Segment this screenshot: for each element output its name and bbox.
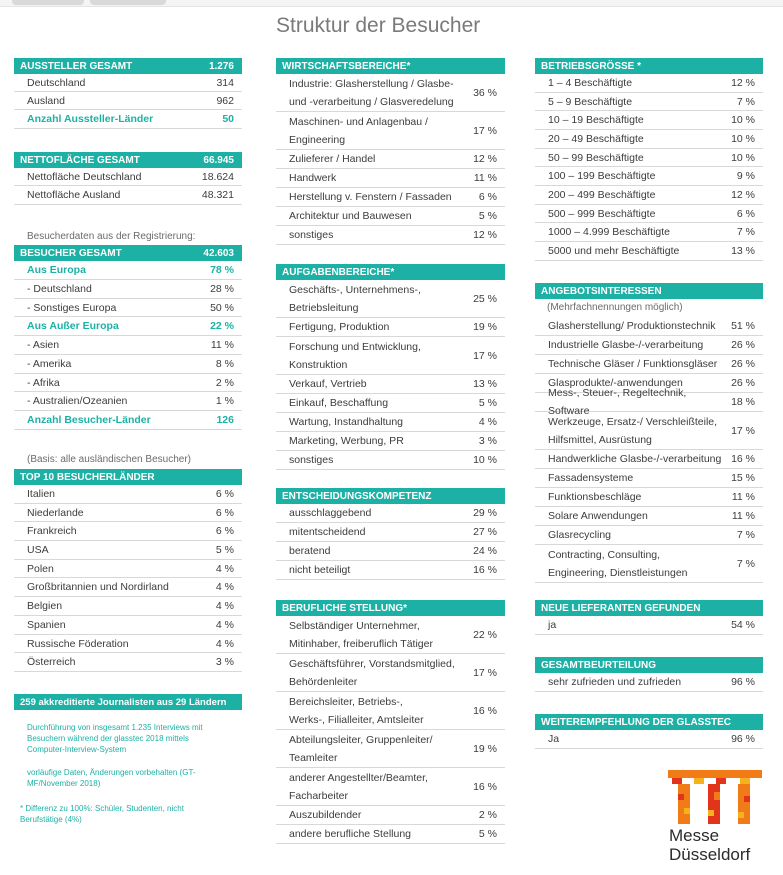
wirtschaft-header: WIRTSCHAFTSBEREICHE* <box>276 58 505 74</box>
table-row <box>276 150 505 169</box>
row-value: 5 % <box>215 544 234 556</box>
row-label: Handwerkliche Glasbe-/-verarbeitung <box>548 453 722 465</box>
row-label: Forschung und Entwicklung, Konstruktion <box>289 340 421 371</box>
row-label: 1000 – 4.999 Beschäftigte <box>548 226 671 238</box>
betrieb-header: BETRIEBSGRÖSSE * <box>535 58 763 74</box>
table-row <box>535 673 763 692</box>
row-label: Industrie: Glasherstellung / Glasbe- und -verarbeitung / Glasveredelung <box>289 77 454 108</box>
row-value: 16 % <box>473 780 497 793</box>
table-row <box>535 469 763 488</box>
angebot-note: (Mehrfachnennungen möglich) <box>547 302 683 313</box>
table-row <box>276 561 505 580</box>
table-row <box>14 411 242 430</box>
table-row <box>14 392 242 411</box>
logo-text <box>669 826 750 864</box>
table-row <box>276 806 505 825</box>
footnote-difference: * Differenz zu 100%: Schüler, Studenten, nicht Berufstätige (4%) <box>20 804 184 824</box>
row-value: 7 % <box>736 95 755 108</box>
table-row <box>14 317 242 336</box>
entscheidung-header: ENTSCHEIDUNGSKOMPETENZ <box>276 488 505 504</box>
row-label: 200 – 499 Beschäftigte <box>548 189 656 201</box>
top10-header: TOP 10 BESUCHERLÄNDER <box>14 469 242 485</box>
row-label: Aus Europa <box>27 264 86 276</box>
besucher-section <box>14 228 242 430</box>
table-row <box>14 522 242 541</box>
row-label: Glasherstellung/ Produktionstechnik <box>548 320 716 332</box>
entscheidung-table <box>276 504 505 580</box>
table-row <box>14 355 242 374</box>
row-value: 10 % <box>473 454 497 466</box>
aufgaben-header: AUFGABENBEREICHE* <box>276 264 505 280</box>
row-value: 3 % <box>478 435 497 447</box>
row-label: Nettofläche Deutschland <box>27 170 142 183</box>
row-label: Belgien <box>27 600 63 612</box>
table-row <box>14 168 242 186</box>
table-row <box>535 526 763 545</box>
table-row <box>535 336 763 355</box>
table-row <box>14 374 242 392</box>
row-value: 12 % <box>731 77 755 89</box>
footnote-preliminary: vorläufige Daten, Änderungen vorbehalten (GT-MF/November 2018) <box>27 768 196 788</box>
row-value: 50 % <box>210 301 234 314</box>
row-value: 18 % <box>731 396 755 408</box>
table-row <box>14 485 242 504</box>
empfehlung-section <box>535 714 763 749</box>
table-row <box>276 654 505 692</box>
row-label: 5 – 9 Beschäftigte <box>548 95 633 108</box>
row-label: Anzahl Besucher-Länder <box>27 414 151 426</box>
table-row <box>276 692 505 730</box>
tab-2[interactable] <box>90 0 166 5</box>
row-value: 7 % <box>736 529 755 541</box>
row-label: 100 – 199 Beschäftigte <box>548 170 656 182</box>
table-row <box>276 523 505 542</box>
lieferanten-header: NEUE LIEFERANTEN GEFUNDEN <box>535 600 763 616</box>
table-row <box>276 394 505 413</box>
row-value: 12 % <box>731 189 755 201</box>
row-value: 22 % <box>473 628 497 641</box>
journalisten-header: 259 akkreditierte Journalisten aus 29 Ländern <box>14 694 242 710</box>
row-label: mitentscheidend <box>289 526 366 538</box>
row-value: 126 <box>216 414 234 426</box>
besucher-header: BESUCHER GESAMT 42.603 <box>14 245 242 261</box>
table-row <box>535 205 763 223</box>
row-label: anderer Angestellter/Beamter, Facharbeiter <box>289 771 428 802</box>
row-label: Marketing, Werbung, PR <box>289 435 404 447</box>
row-label: sonstiges <box>289 454 334 466</box>
angebot-table <box>535 317 763 583</box>
row-label: nicht beteiligt <box>289 564 351 576</box>
angebot-header: ANGEBOTSINTERESSEN <box>535 283 763 299</box>
row-label: ja <box>548 619 557 631</box>
row-value: 314 <box>216 76 234 89</box>
journalisten-section <box>14 694 242 710</box>
row-value: 48.321 <box>201 189 234 201</box>
row-value: 54 % <box>731 619 755 631</box>
row-label: Frankreich <box>27 525 77 537</box>
table-row <box>14 74 242 92</box>
row-label: - Amerika <box>27 358 72 370</box>
row-value: 4 % <box>215 600 234 612</box>
row-label: 50 – 99 Beschäftigte <box>548 151 644 164</box>
row-value: 8 % <box>215 358 234 370</box>
row-value: 11 % <box>473 172 497 184</box>
row-value: 11 % <box>731 491 755 503</box>
table-row <box>276 451 505 470</box>
row-label: Handwerk <box>289 172 337 184</box>
table-row <box>535 488 763 507</box>
row-value: 36 % <box>473 86 497 99</box>
row-value: 96 % <box>731 676 755 688</box>
row-label: Herstellung v. Fenstern / Fassaden <box>289 191 452 203</box>
row-label: Geschäftsführer, Vorstandsmitglied, Behördenleiter <box>289 657 455 688</box>
row-label: Abteilungsleiter, Gruppenleiter/ Teamleiter <box>289 733 433 764</box>
empfehlung-header: WEITEREMPFEHLUNG DER GLASSTEC <box>535 714 763 730</box>
row-label: Niederlande <box>27 506 84 519</box>
row-label: Ausland <box>27 94 65 107</box>
row-value: 10 % <box>731 114 755 126</box>
row-value: 2 % <box>478 809 497 821</box>
table-row <box>276 730 505 768</box>
table-row <box>14 186 242 205</box>
footnote-interviews: Durchführung von insgesamt 1.235 Interviews mit Besuchern während der glasstec 2018 mittels Computer-Interview-System <box>27 723 203 754</box>
row-label: Russische Föderation <box>27 637 129 650</box>
entscheidung-section <box>276 488 505 580</box>
table-row <box>14 504 242 522</box>
row-value: 12 % <box>473 229 497 241</box>
row-label: Mess-, Steuer-, Regeltechnik, Software <box>548 387 687 417</box>
table-row <box>535 507 763 526</box>
messe-duesseldorf-logo <box>668 770 762 824</box>
table-row <box>535 387 763 417</box>
logo-text-duesseldorf: Düsseldorf <box>669 845 751 864</box>
table-row <box>535 450 763 469</box>
table-row <box>276 432 505 451</box>
table-row <box>276 226 505 245</box>
table-row <box>535 242 763 261</box>
row-label: beratend <box>289 545 331 557</box>
netto-header: NETTOFLÄCHE GESAMT 66.945 <box>14 152 242 168</box>
row-value: 13 % <box>731 245 755 257</box>
row-value: 6 % <box>736 207 755 220</box>
row-value: 17 % <box>473 349 497 362</box>
row-label: 5000 und mehr Beschäftigte <box>548 245 680 257</box>
row-value: 18.624 <box>201 170 234 183</box>
row-value: 962 <box>216 94 234 107</box>
top10-table <box>14 485 242 672</box>
row-label: Deutschland <box>27 76 86 89</box>
row-label: Industrielle Glasbe-/-verarbeitung <box>548 339 704 351</box>
table-row <box>276 768 505 806</box>
table-row <box>535 74 763 93</box>
row-value: 78 % <box>210 264 234 276</box>
stellung-table <box>276 616 505 844</box>
row-value: 17 % <box>473 124 497 137</box>
row-label: Solare Anwendungen <box>548 510 648 522</box>
row-value: 27 % <box>473 526 497 538</box>
table-row <box>535 93 763 111</box>
row-label: Einkauf, Beschaffung <box>289 397 389 409</box>
row-label: Verkauf, Vertrieb <box>289 378 367 390</box>
row-value: 11 % <box>731 510 755 522</box>
table-row <box>535 223 763 242</box>
table-row <box>14 261 242 280</box>
top10-note: (Basis: alle ausländischen Besucher) <box>27 454 191 465</box>
empfehlung-table <box>535 730 763 749</box>
table-row <box>276 112 505 150</box>
row-value: 10 % <box>731 133 755 145</box>
top10-section <box>14 451 242 672</box>
table-row <box>276 280 505 318</box>
table-row <box>535 545 763 583</box>
row-value: 6 % <box>215 506 234 519</box>
row-label: - Asien <box>27 339 60 351</box>
row-label: Anzahl Aussteller-Länder <box>27 113 154 125</box>
row-label: Italien <box>27 488 56 500</box>
row-label: Polen <box>27 562 54 575</box>
wirtschaft-section <box>276 58 505 245</box>
row-label: 10 – 19 Beschäftigte <box>548 114 644 126</box>
stellung-header: BERUFLICHE STELLUNG* <box>276 600 505 616</box>
row-label: Funktionsbeschläge <box>548 491 642 503</box>
table-row <box>535 130 763 149</box>
row-label: Zulieferer / Handel <box>289 153 376 165</box>
logo-graphic <box>668 770 762 824</box>
row-value: 51 % <box>731 320 755 332</box>
row-label: ausschlaggebend <box>289 507 372 519</box>
row-value: 6 % <box>478 191 497 203</box>
table-row <box>276 74 505 112</box>
angebot-section <box>535 283 763 583</box>
beurteilung-header: GESAMTBEURTEILUNG <box>535 657 763 673</box>
row-value: 29 % <box>473 507 497 519</box>
row-value: 17 % <box>473 666 497 679</box>
row-label: Fertigung, Produktion <box>289 321 390 333</box>
row-label: sehr zufrieden und zufrieden <box>548 676 682 688</box>
table-row <box>14 299 242 317</box>
row-label: - Afrika <box>27 376 60 389</box>
row-value: 10 % <box>731 151 755 164</box>
logo-text-messe: Messe <box>669 826 720 845</box>
row-label: Spanien <box>27 619 66 631</box>
betrieb-table <box>535 74 763 261</box>
row-label: Auszubildender <box>289 809 362 821</box>
row-label: Nettofläche Ausland <box>27 189 121 201</box>
table-row <box>276 375 505 394</box>
table-row <box>535 730 763 749</box>
row-value: 5 % <box>478 828 497 840</box>
table-row <box>276 616 505 654</box>
table-row <box>276 318 505 337</box>
row-value: 16 % <box>731 453 755 465</box>
aufgaben-table <box>276 280 505 470</box>
row-label: Österreich <box>27 656 76 668</box>
row-label: - Sonstiges Europa <box>27 301 117 314</box>
table-row <box>14 597 242 616</box>
table-row <box>14 92 242 110</box>
row-value: 11 % <box>210 339 234 351</box>
row-value: 16 % <box>473 704 497 717</box>
row-value: 28 % <box>210 283 234 295</box>
table-row <box>535 616 763 635</box>
row-label: andere berufliche Stellung <box>289 828 412 840</box>
table-row <box>14 653 242 672</box>
row-value: 3 % <box>215 656 234 668</box>
aussteller-section <box>14 58 242 129</box>
table-row <box>14 560 242 578</box>
row-value: 5 % <box>478 210 497 222</box>
row-label: Glasprodukte/-anwendungen <box>548 377 683 389</box>
betrieb-section <box>535 58 763 261</box>
beurteilung-section <box>535 657 763 692</box>
table-row <box>276 542 505 561</box>
tab-1[interactable] <box>12 0 84 5</box>
row-label: 1 – 4 Beschäftigte <box>548 77 633 89</box>
row-label: sonstiges <box>289 229 334 241</box>
row-value: 9 % <box>736 170 755 182</box>
row-label: Glasrecycling <box>548 529 612 541</box>
table-row <box>14 541 242 560</box>
row-value: 4 % <box>215 637 234 650</box>
nettoflaeche-section <box>14 152 242 205</box>
row-value: 26 % <box>731 358 755 370</box>
row-label: Ja <box>548 733 560 745</box>
row-label: - Australien/Ozeanien <box>27 395 128 407</box>
row-value: 25 % <box>473 292 497 305</box>
row-value: 22 % <box>210 320 234 332</box>
lieferanten-section <box>535 600 763 635</box>
row-value: 1 % <box>215 395 234 407</box>
aussteller-table <box>14 74 242 129</box>
table-row <box>276 413 505 432</box>
row-value: 2 % <box>215 376 234 389</box>
table-row <box>535 412 763 450</box>
table-row <box>276 504 505 523</box>
table-row <box>14 110 242 129</box>
aussteller-header: AUSSTELLER GESAMT 1.276 <box>14 58 242 74</box>
row-value: 26 % <box>731 339 755 351</box>
page-title: Struktur der Besucher <box>276 14 481 37</box>
row-value: 24 % <box>473 545 497 557</box>
row-value: 7 % <box>736 557 755 570</box>
table-row <box>14 616 242 635</box>
row-label: Maschinen- und Anlagenbau / Engineering <box>289 115 428 146</box>
row-value: 6 % <box>215 488 234 500</box>
row-label: Aus Außer Europa <box>27 320 119 332</box>
row-value: 12 % <box>473 153 497 165</box>
row-label: Werkzeuge, Ersatz-/ Verschleißteile, Hilfsmittel, Ausrüstung <box>548 415 718 446</box>
table-row <box>535 111 763 130</box>
row-value: 5 % <box>478 397 497 409</box>
row-label: Wartung, Instandhaltung <box>289 416 404 428</box>
table-row <box>535 167 763 186</box>
table-row <box>276 169 505 188</box>
stellung-section <box>276 600 505 844</box>
row-label: - Deutschland <box>27 283 92 295</box>
row-label: Bereichsleiter, Betriebs-, Werks-, Filialleiter, Amtsleiter <box>289 695 424 726</box>
row-label: Architektur und Bauwesen <box>289 210 412 222</box>
row-value: 96 % <box>731 733 755 745</box>
row-value: 15 % <box>731 472 755 484</box>
table-row <box>276 825 505 844</box>
row-label: Selbständiger Unternehmer, Mitinhaber, freiberuflich Tätiger <box>289 619 433 650</box>
top-bar <box>0 0 783 7</box>
beurteilung-table <box>535 673 763 692</box>
table-row <box>276 337 505 375</box>
row-label: Contracting, Consulting, Engineering, Dienstleistungen <box>548 548 688 579</box>
row-label: Fassadensysteme <box>548 472 634 484</box>
row-label: 500 – 999 Beschäftigte <box>548 207 656 220</box>
row-label: USA <box>27 544 49 556</box>
row-value: 19 % <box>473 321 497 333</box>
table-row <box>14 578 242 597</box>
table-row <box>14 635 242 653</box>
table-row <box>535 186 763 205</box>
row-value: 13 % <box>473 378 497 390</box>
table-row <box>14 336 242 355</box>
row-label: Technische Gläser / Funktionsgläser <box>548 358 718 370</box>
row-label: Geschäfts-, Unternehmens-, Betriebsleitung <box>289 283 421 314</box>
table-row <box>535 149 763 167</box>
netto-table <box>14 168 242 205</box>
row-value: 4 % <box>478 416 497 428</box>
wirtschaft-table <box>276 74 505 245</box>
row-value: 4 % <box>215 562 234 575</box>
besucher-table <box>14 261 242 430</box>
aufgaben-section <box>276 264 505 470</box>
row-label: Großbritannien und Nordirland <box>27 581 169 593</box>
besucher-note: Besucherdaten aus der Registrierung: <box>27 231 196 242</box>
table-row <box>276 207 505 226</box>
table-row <box>535 317 763 336</box>
row-value: 16 % <box>473 564 497 576</box>
row-value: 4 % <box>215 619 234 631</box>
table-row <box>276 188 505 207</box>
row-value: 50 <box>222 113 234 125</box>
table-row <box>14 280 242 299</box>
table-row <box>535 355 763 374</box>
row-value: 26 % <box>731 377 755 389</box>
row-value: 17 % <box>731 424 755 437</box>
row-value: 4 % <box>215 581 234 593</box>
lieferanten-table <box>535 616 763 635</box>
row-value: 6 % <box>215 525 234 537</box>
row-label: 20 – 49 Beschäftigte <box>548 133 644 145</box>
row-value: 19 % <box>473 742 497 755</box>
row-value: 7 % <box>736 226 755 238</box>
